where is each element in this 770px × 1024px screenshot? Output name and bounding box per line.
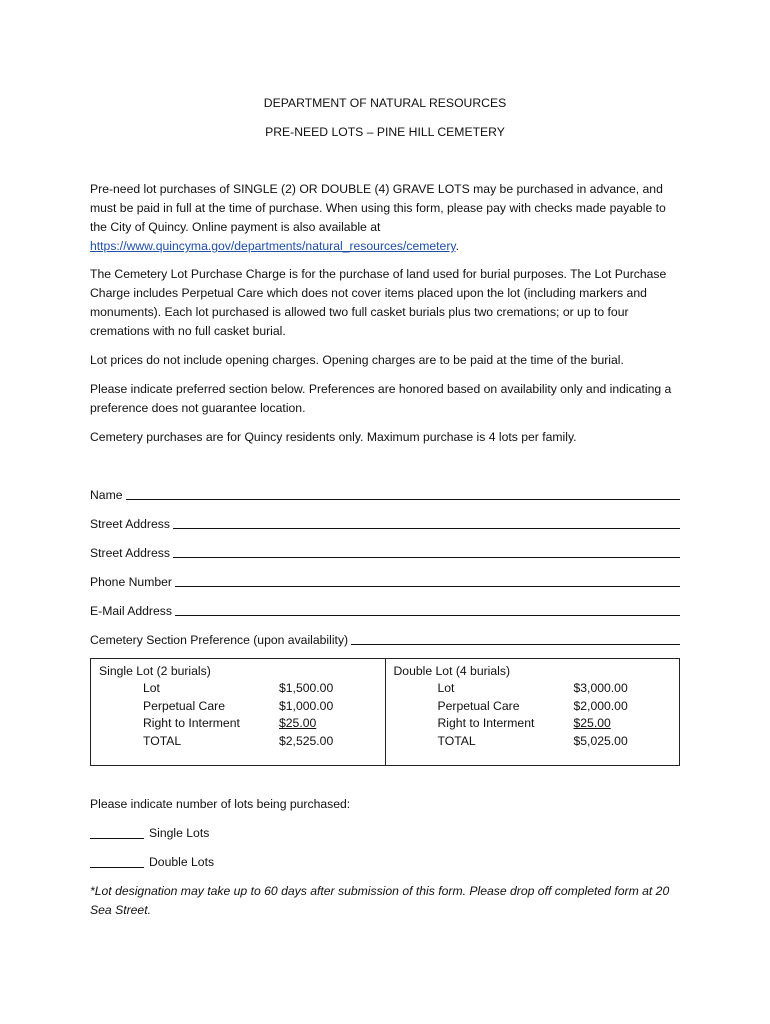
- email-label: E-Mail Address: [90, 604, 172, 618]
- street-address-label-2: Street Address: [90, 546, 170, 560]
- price-value: $1,000.00: [279, 698, 334, 713]
- table-row: [438, 679, 642, 697]
- opening-charges-paragraph: Lot prices do not include opening charges. Opening charges are to be paid at the time of the burial.: [90, 353, 624, 367]
- preference-paragraph: Please indicate preferred section below. Preferences are honored based on availability only and indicating a preference does not guarantee location.: [90, 382, 672, 415]
- payment-link[interactable]: https://www.quincyma.gov/departments/natural_resources/cemetery: [90, 239, 456, 253]
- table-row: [143, 714, 347, 732]
- phone-line[interactable]: [175, 573, 680, 587]
- intro-period: .: [455, 239, 459, 253]
- intro-text: Pre-need lot purchases of SINGLE (2) OR DOUBLE (4) GRAVE LOTS may be purchased in advance, and must be paid in full at the time of purchase. When using this form, please pay with checks made payable to the City of Quincy. Online payment is also available at: [90, 182, 666, 234]
- price-label: Lot: [437, 681, 455, 695]
- price-value: $25.00: [573, 716, 611, 730]
- price-value: $2,000.00: [573, 698, 628, 713]
- form-title: PRE-NEED LOTS – PINE HILL CEMETERY: [265, 125, 505, 139]
- price-label: Perpetual Care: [437, 698, 520, 713]
- price-table: [90, 658, 680, 766]
- section-preference-line[interactable]: [351, 631, 680, 645]
- price-value: $25.00: [279, 716, 317, 730]
- double-lots-label: Double Lots: [149, 855, 215, 869]
- lots-question: Please indicate number of lots being purchased:: [90, 797, 351, 811]
- single-lots-field[interactable]: [90, 824, 209, 843]
- intro-paragraph: [90, 180, 680, 256]
- lot-charge-paragraph: The Cemetery Lot Purchase Charge is for the purchase of land used for burial purposes. The Lot Purchase Charge includes Perpetual Care which does not cover items placed upon the lot (including markers and monuments). Each lot purchased is allowed two full casket burials plus two cremations; or up to four cremations with no full casket burial.: [90, 267, 667, 338]
- single-lots-line[interactable]: [90, 825, 144, 839]
- phone-label: Phone Number: [90, 575, 172, 589]
- double-lot-title: Double Lot (4 burials): [393, 664, 511, 678]
- name-line[interactable]: [126, 486, 680, 500]
- price-label: Lot: [143, 681, 160, 695]
- price-value: $3,000.00: [573, 681, 628, 695]
- price-label: Right to Interment: [143, 716, 240, 730]
- single-lots-label: Single Lots: [149, 826, 210, 840]
- department-heading: DEPARTMENT OF NATURAL RESOURCES: [263, 96, 507, 110]
- price-label: Perpetual Care: [143, 698, 225, 713]
- residents-paragraph: Cemetery purchases are for Quincy residents only. Maximum purchase is 4 lots per family.: [90, 430, 577, 444]
- section-preference-field[interactable]: [90, 631, 680, 650]
- price-label: TOTAL: [437, 733, 476, 748]
- table-row: [143, 732, 347, 750]
- street-address-line-2[interactable]: [173, 544, 680, 558]
- street-address-field-1[interactable]: [90, 515, 680, 534]
- street-address-field-2[interactable]: [90, 544, 680, 563]
- table-row: [438, 697, 642, 715]
- street-address-line-1[interactable]: [173, 515, 680, 529]
- name-label: Name: [90, 488, 123, 502]
- double-lot-column: [385, 659, 680, 765]
- email-line[interactable]: [175, 602, 680, 616]
- double-lots-field[interactable]: [90, 853, 214, 872]
- street-address-label-1: Street Address: [90, 517, 170, 531]
- table-row: [438, 714, 642, 732]
- price-value: $2,525.00: [279, 733, 334, 748]
- table-row: [143, 697, 347, 715]
- price-value: $5,025.00: [573, 733, 628, 748]
- price-value: $1,500.00: [279, 681, 334, 695]
- price-label: Right to Interment: [437, 716, 535, 730]
- phone-field[interactable]: [90, 573, 680, 592]
- footnote: *Lot designation may take up to 60 days after submission of this form. Please drop off completed form at 20 Sea Street.: [90, 884, 670, 917]
- table-row: [143, 679, 347, 697]
- email-field[interactable]: [90, 602, 680, 621]
- section-preference-label: Cemetery Section Preference (upon availability): [90, 633, 349, 647]
- price-label: TOTAL: [143, 733, 182, 748]
- double-lots-line[interactable]: [90, 854, 144, 868]
- single-lot-title: Single Lot (2 burials): [99, 664, 211, 678]
- table-row: [438, 732, 642, 750]
- single-lot-column: [91, 659, 385, 765]
- name-field[interactable]: [90, 486, 680, 505]
